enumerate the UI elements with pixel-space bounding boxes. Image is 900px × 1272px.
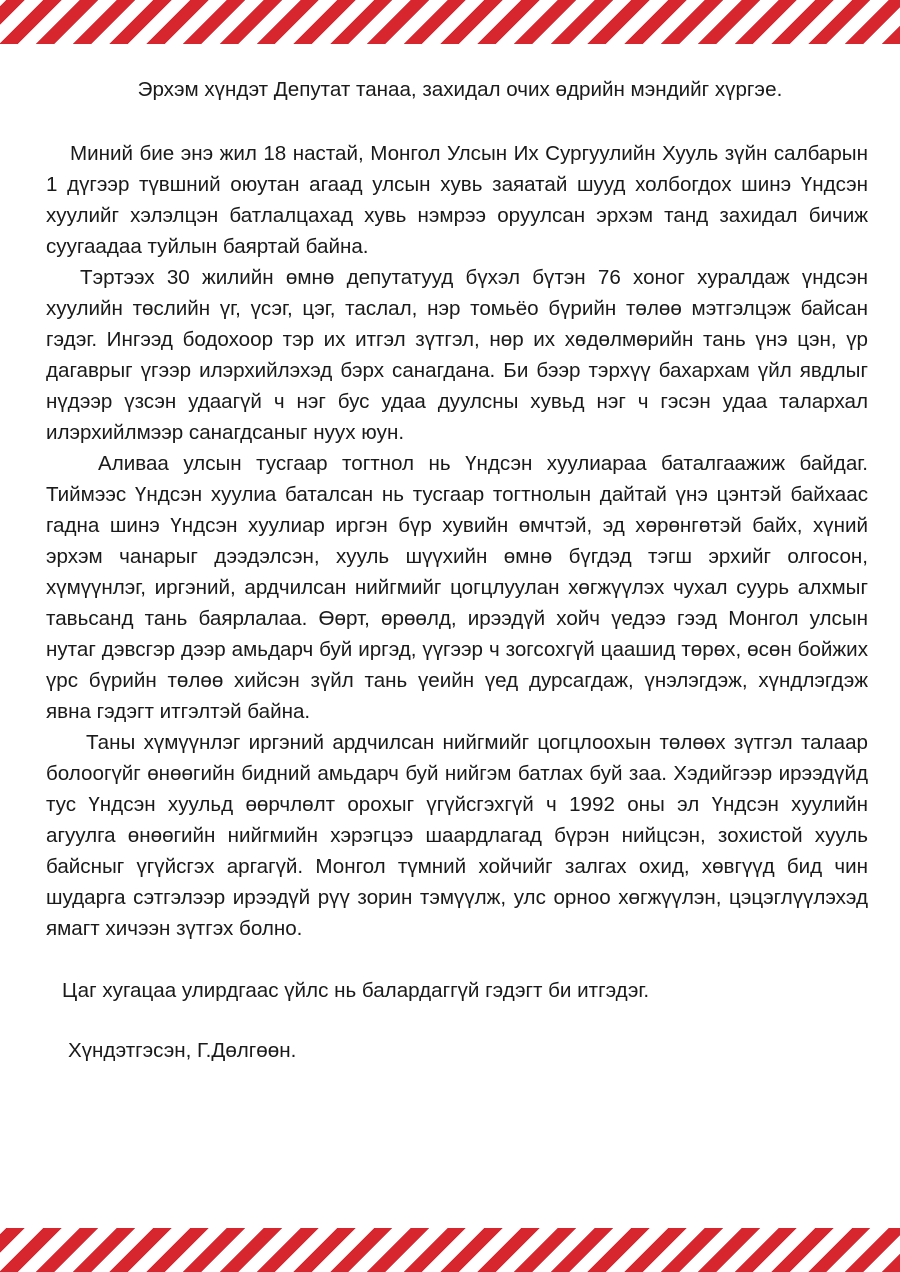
letter-paragraph-1: Миний бие энэ жил 18 настай, Монгол Улсын Их Сургуулийн Хууль зүйн салбарын 1 дүгээр түвшний оюутан агаад улсын хувь заяатай шууд холбогдох шинэ Үндсэн хуулийг хэлэлцэн батлалцахад хувь нэмрээ оруулсан эрхэм танд захидал бичиж суугаадаа туйлын баяртай байна. [46, 142, 868, 258]
bottom-striped-border [0, 1228, 900, 1272]
letter-signature: Хүндэтгэсэн, Г.Дөлгөөн. [68, 1039, 297, 1062]
letter-greeting: Эрхэм хүндэт Депутат танаа, захидал очих өдрийн мэндийг хүргэе. [137, 78, 783, 101]
letter-paragraph-3: Аливаа улсын тусгаар тогтнол нь Үндсэн хуулиараа баталгаажиж байдаг. Тиймээс Үндсэн хуулиа баталсан нь тусгаар тогтнолын дайтай үнэ цэнтэй байхаас гадна шинэ Үндсэн хуулиар иргэн бүр хувийн өмчтэй, эд хөрөнгөтэй байх, хүний эрхэм чанарыг дээдэлсэн, хууль шүүхийн өмнө бүгдэд тэгш эрхийг олгосон, хүмүүнлэг, иргэний, ардчилсан нийгмийг цогцлуулан хөгжүүлэх чухал суурь алхмыг тавьсанд тань баярлалаа. Өөрт, өрөөлд, ирээдүй хойч үедээ гээд Монгол улсын нутаг дэвсгэр дээр амьдарч буй иргэд, үүгээр ч зогсохгүй цаашид төрөх, өсөн бойжих үрс бүрийн төлөө хийсэн зүйл тань үеийн үед дурсагдаж, үнэлэгдэж, хүндлэгдэж явна гэдэгт итгэлтэй байна. [46, 452, 868, 723]
letter-closing: Цаг хугацаа улирдгаас үйлс нь балардаггүй гэдэгт би итгэдэг. [62, 979, 650, 1002]
letter-body [46, 74, 868, 1066]
letter-paragraph-4: Таны хүмүүнлэг иргэний ардчилсан нийгмийг цогцлоохын төлөөх зүтгэл талаар болоогүйг өнөөгийн бидний амьдарч буй нийгэм батлах буй заа. Хэдийгээр ирээдүйд тус Үндсэн хуульд өөрчлөлт орохыг үгүйсгэхгүй ч 1992 оны эл Үндсэн хуулийн агуулга өнөөгийн нийгмийн хэрэгцээ шаардлагад бүрэн нийцсэн, зохистой хууль байсныг үгүйсгэх аргагүй. Монгол түмний хойчийг залгах охид, хөвгүүд бид чин шударга сэтгэлээр ирээдүй рүү зорин тэмүүлж, улс орноо хөгжүүлэн, цэцэглүүлэхэд ямагт хичээн зүтгэх болно. [46, 731, 868, 940]
letter-paragraph-2: Тэртээх 30 жилийн өмнө депутатууд бүхэл бүтэн 76 хоног хуралдаж үндсэн хуулийн төслийн үг, үсэг, цэг, таслал, нэр томьёо бүрийн төлөө мэтгэлцэж байсан гэдэг. Ингээд бодохоор тэр их итгэл зүтгэл, нөр их хөдөлмөрийн тань үнэ цэн, үр дагаврыг үгээр илэрхийлэхэд бэрх санагдана. Би бээр тэрхүү бахархам үйл явдлыг нүдээр үзсэн удаагүй ч нэг бус удаа дуулсны хувьд нэг ч гэсэн удаа талархал илэрхийлмээр санагдсаныг нуух юун. [46, 266, 868, 444]
top-striped-border [0, 0, 900, 44]
